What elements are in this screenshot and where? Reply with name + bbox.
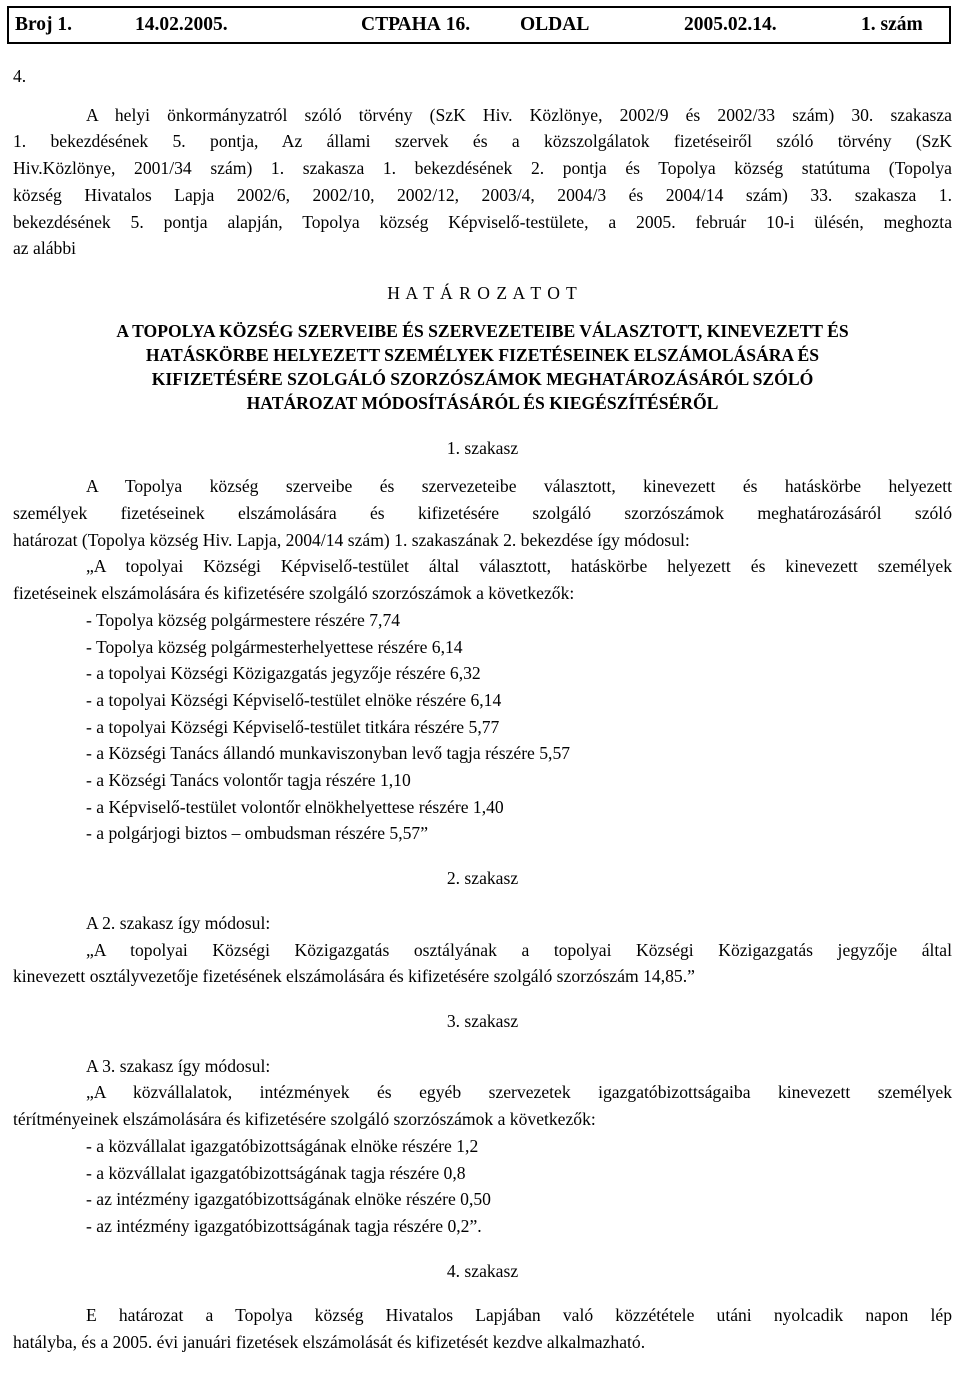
intro-line-1: A helyi önkormányzatról szóló törvény (SzK Hiv. Közlönye, 2002/9 és 2002/33 szám) 30. szakasza [86,104,952,125]
s1-list-item: - a topolyai Községi Képviselő-testület titkára részére 5,77 [86,716,500,737]
intro-line-4: község Hivatalos Lapja 2002/6, 2002/10, 2002/12, 2003/4, 2004/3 és 2004/14 szám) 33. szakasza 1. [13,184,952,205]
resolution-heading [13,319,952,415]
s4-p-line-2: hatályba, és a 2005. évi januári fizetések elszámolását és kifizetését kezdve alkalmazható. [13,1332,646,1353]
section-3-title: 3. szakasz [446,1010,519,1031]
s3-list-item: - a közvállalat igazgatóbizottságának elnöke részére 1,2 [86,1135,479,1156]
s3-list-item: - a közvállalat igazgatóbizottságának tagja részére 0,8 [86,1162,466,1183]
s3-lead: A 3. szakasz így módosul: [86,1055,271,1076]
s1-list-item: - Topolya község polgármesterhelyettese részére 6,14 [86,636,463,657]
s2-p-line-1: „A topolyai Községi Közigazgatás osztályának a topolyai Községi Közigazgatás jegyzője által [86,939,952,960]
section-1-title: 1. szakasz [446,437,519,458]
header-broj: Broj 1. [15,14,73,35]
s1-p1-line-3: határozat (Topolya község Hiv. Lapja, 2004/14 szám) 1. szakaszának 2. bekezdése így módosul: [13,529,690,550]
s2-p-line-2: kinevezett osztályvezetője fizetésének elszámolására és kifizetésére szolgáló szorzószám 14,85.” [13,966,695,987]
s1-list-item: - a topolyai Községi Képviselő-testület elnöke részére 6,14 [86,689,502,710]
s1-list-item: - a Községi Tanács volontőr tagja részére 1,10 [86,770,411,791]
section-4-title: 4. szakasz [446,1260,519,1281]
s1-p2-line-2: fizetéseinek elszámolására és kifizetésére szolgáló szorzószámok a következők: [13,583,575,604]
s3-p-line-1: „A közvállalatok, intézmények és egyéb szervezetek igazgatóbizottságaiba kinevezett személyek [86,1082,952,1103]
intro-line-6: az alábbi [13,238,77,259]
intro-line-5: bekezdésének 5. pontja alapján, Topolya község Képviselő-testülete, a 2005. február 10-i ülésén, meghozta [13,211,952,232]
header-oldal: OLDAL [520,14,590,35]
document-body [13,63,952,1356]
heading-line-1: A TOPOLYA KÖZSÉG SZERVEIBE ÉS SZERVEZETEIBE VÁLASZTOTT, KINEVEZETT ÉS [116,320,849,341]
s1-list-item: - a polgárjogi biztos – ombudsman részére 5,57” [86,823,429,844]
resolution-title: H A T Á R O Z A T O T [387,282,578,303]
header-issue-number: 1. szám [861,14,923,35]
s2-lead: A 2. szakasz így módosul: [86,912,271,933]
heading-line-3: KIFIZETÉSÉRE SZOLGÁLÓ SZORZÓSZÁMOK MEGHATÁROZÁSÁRÓL SZÓLÓ [151,368,814,389]
s3-list-item: - az intézmény igazgatóbizottságának tagja részére 0,2”. [86,1215,482,1236]
s1-p1-line-2: személyek fizetéseinek elszámolására és kifizetésére szolgáló szorzószámok meghatározásáról szóló [13,503,952,524]
header-strana: СТРАНА 16. [361,14,471,35]
s1-p2-line-1: „A topolyai Községi Képviselő-testület által választott, hatáskörbe helyezett és kinevezett személyek [86,556,952,577]
s1-list-item: - a Községi Tanács állandó munkaviszonyban levő tagja részére 5,57 [86,743,571,764]
s1-list-item: - a topolyai Községi Közigazgatás jegyzője részére 6,32 [86,663,481,684]
heading-line-4: HATÁROZAT MÓDOSÍTÁSÁRÓL ÉS KIEGÉSZÍTÉSÉRŐL [246,392,719,413]
page-header [7,6,951,44]
s1-list-item: - a Képviselő-testület volontőr elnökhelyettese részére 1,40 [86,796,504,817]
s4-p-line-1: E határozat a Topolya község Hivatalos Lapjában való közzététele utáni nyolcadik napon lép [86,1305,952,1326]
header-date-left: 14.02.2005. [135,14,228,35]
s3-p-line-2: térítményeinek elszámolására és kifizetésére szolgáló szorzószámok a következők: [13,1109,596,1130]
s1-list-item: - Topolya község polgármestere részére 7,74 [86,609,401,630]
intro-line-3: Hiv.Közlönye, 2001/34 szám) 1. szakasza 1. bekezdésének 2. pontja és Topolya község statútuma (Topolya [13,158,952,179]
heading-line-2: HATÁSKÖRBE HELYEZETT SZEMÉLYEK FIZETÉSEINEK ELSZÁMOLÁSÁRA ÉS [145,344,820,365]
s1-p1-line-1: A Topolya község szerveibe és szervezeteibe választott, kinevezett és hatáskörbe helyezett [86,476,952,497]
header-date-right: 2005.02.14. [684,14,777,35]
intro-line-2: 1. bekezdésének 5. pontja, Az állami szervek és a közszolgálatok fizetéseiről szóló törvény (SzK [13,131,952,152]
s3-list-item: - az intézmény igazgatóbizottságának elnöke részére 0,50 [86,1189,491,1210]
document-number: 4. [13,66,27,86]
section-2-title: 2. szakasz [446,868,519,889]
